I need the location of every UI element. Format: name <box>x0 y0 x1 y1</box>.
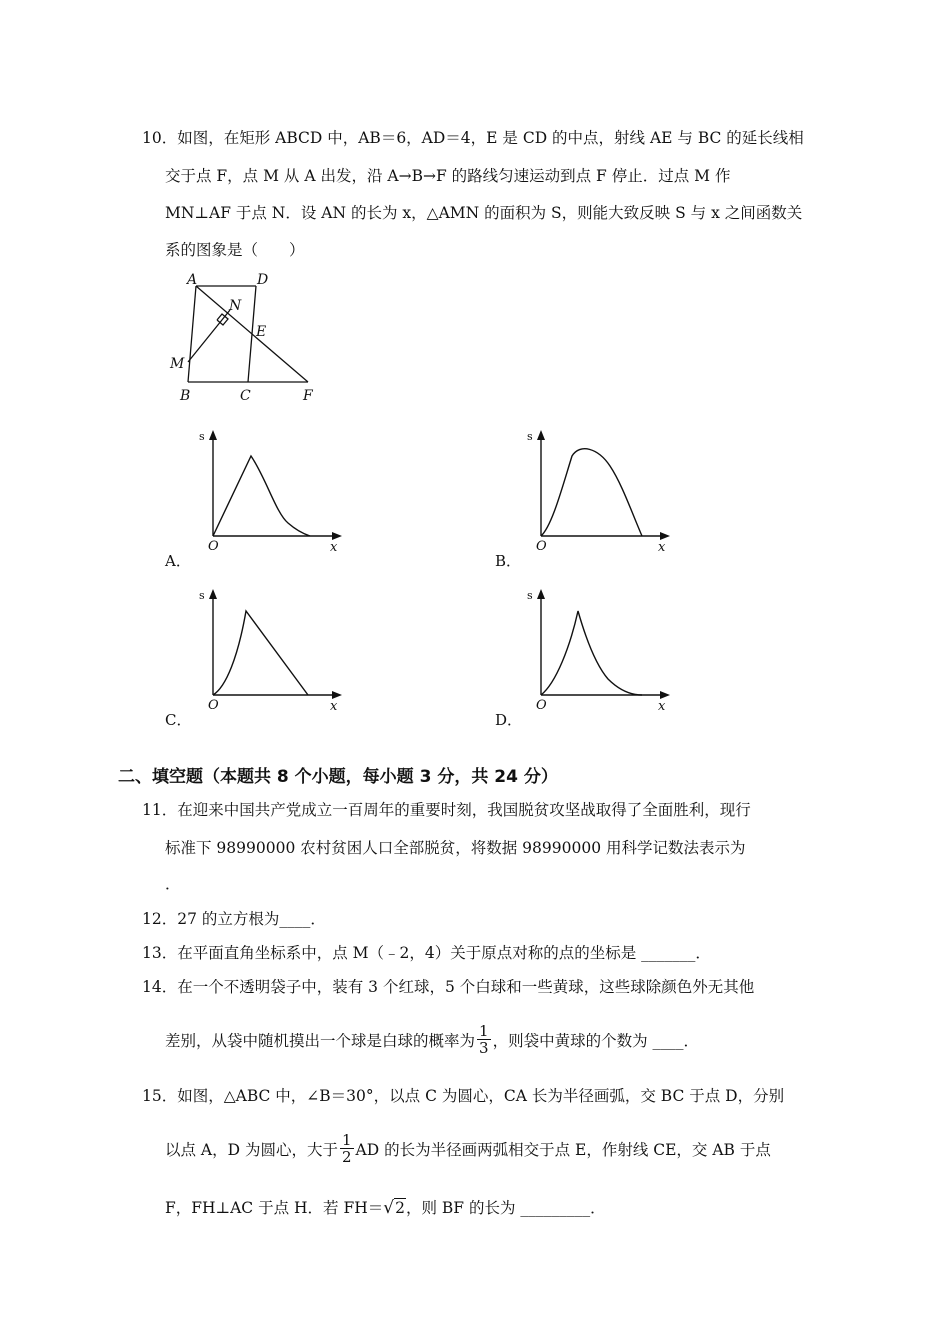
sqrt-sign: √ <box>383 1198 395 1218</box>
q15-line-3 <box>165 1196 606 1218</box>
q11-line-3: ． <box>165 875 181 893</box>
q10-option-d[interactable]: D． <box>495 711 523 729</box>
svg-text:s: s <box>199 430 205 443</box>
q10-option-a-graph <box>196 428 346 556</box>
q11-line-1: 11．在迎来中国共产党成立一百周年的重要时刻，我国脱贫攻坚战取得了全面胜利，现行 <box>142 801 751 819</box>
section-2-title: 二、填空题（本题共 8 个小题，每小题 3 分，共 24 分） <box>118 767 558 787</box>
svg-text:s: s <box>527 430 533 443</box>
sqrt-radicand: 2 <box>395 1199 405 1217</box>
q12-text: 12．27 的立方根为____． <box>142 910 326 928</box>
svg-text:s: s <box>199 589 205 602</box>
q13-text: 13．在平面直角坐标系中，点 M（﹣2，4）关于原点对称的点的坐标是 _______． <box>142 944 711 962</box>
q10-option-b[interactable]: B． <box>495 552 522 570</box>
q14-line-2-a: 差别，从袋中随机摸出一个球是白球的概率为 <box>165 1032 476 1050</box>
q15-line-2-a: 以点 A，D 为圆心，大于 <box>165 1141 338 1159</box>
q14-line-1: 14．在一个不透明袋子中，装有 3 个红球，5 个白球和一些黄球，这些球除颜色外无其他 <box>142 978 755 996</box>
q14-line-2-b: ，则袋中黄球的个数为 ____． <box>492 1032 699 1050</box>
q15-fraction: $\frac{1}{2}$ <box>341 1131 352 1166</box>
label-A: A <box>187 272 198 288</box>
q10-option-d-graph <box>524 587 674 715</box>
label-N: N <box>229 298 242 314</box>
q10-option-c[interactable]: C． <box>165 711 192 729</box>
q15-line-2 <box>165 1133 771 1165</box>
q10-option-b-graph <box>524 428 674 556</box>
svg-text:s: s <box>527 589 533 602</box>
q10-line-3: MN⊥AF 于点 N．设 AN 的长为 x，△AMN 的面积为 S，则能大致反映 S 与 x 之间函数关 <box>165 204 803 222</box>
svg-text:O: O <box>536 539 547 554</box>
svg-text:O: O <box>208 539 219 554</box>
label-E: E <box>256 324 267 340</box>
q14-fraction: $\frac{1}{3}$ <box>479 1022 489 1057</box>
q10-option-a[interactable]: A． <box>165 552 191 570</box>
svg-text:O: O <box>208 698 219 713</box>
q15-line-3-a: F，FH⊥AC 于点 H．若 FH＝ <box>165 1199 384 1217</box>
q10-line-2: 交于点 F，点 M 从 A 出发，沿 A→B→F 的路线匀速运动到点 F 停止．过点 M 作 <box>165 167 731 185</box>
svg-text:O: O <box>536 698 547 713</box>
q11-line-2: 标准下 98990000 农村贫困人口全部脱贫，将数据 98990000 用科学记数法表示为 <box>165 839 746 857</box>
q10-option-c-graph <box>196 587 346 715</box>
label-B: B <box>180 388 191 404</box>
svg-text:x: x <box>330 540 338 555</box>
q10-line-4: 系的图象是（ ） <box>165 241 305 259</box>
q10-line-1: 10．如图，在矩形 ABCD 中，AB＝6，AD＝4，E 是 CD 的中点，射线 AE 与 BC 的延长线相 <box>142 129 804 147</box>
label-D: D <box>257 272 269 288</box>
svg-text:x: x <box>330 699 338 714</box>
label-M: M <box>170 356 185 372</box>
svg-text:x: x <box>658 699 666 714</box>
label-C: C <box>240 388 251 404</box>
q15-line-3-b: ，则 BF 的长为 _________． <box>405 1199 606 1217</box>
q14-line-2 <box>165 1024 699 1056</box>
q15-line-1: 15．如图，△ABC 中，∠B＝30°，以点 C 为圆心，CA 长为半径画弧，交 BC 于点 D，分别 <box>142 1087 785 1105</box>
svg-text:x: x <box>658 540 666 555</box>
q15-line-2-b: AD 的长为半径画两弧相交于点 E，作射线 CE，交 AB 于点 <box>355 1141 771 1159</box>
label-F: F <box>303 388 313 404</box>
q10-geometry-figure <box>160 268 330 408</box>
